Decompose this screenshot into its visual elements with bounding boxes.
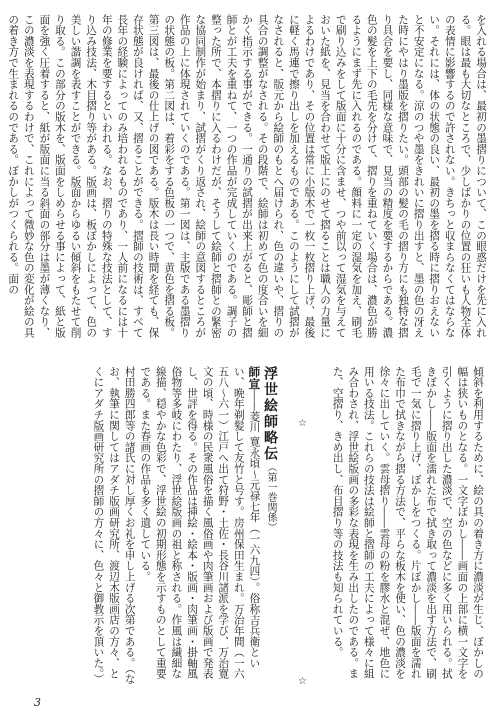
page-number: 3 bbox=[34, 696, 41, 709]
biography-title: 浮世絵師略伝 bbox=[262, 366, 278, 462]
artist-biography: ――菱川 寛永頃〜元禄七年（一六九四）。俗称吉兵衛といい、晩年剃髪して友竹と号す。房州保田生まれ。万治年間（一六五八〜六一）江戸へ出て狩野・土佐・長谷川諸派を学び、万治寛文の頃、時様の民衆風俗を描く風俗画や肉筆画および版画で発表し、世評を得る。その作品は挿絵・絵本・版画・肉筆画・掛軸風俗物等多岐にわたり、浮世絵版画の祖と称される。作風は繊細な線描、穏やかな色彩で、浮世絵の初期形態を示すものとして重要である。また春画の作品も多く遺している。 bbox=[139, 366, 261, 680]
separator-star-icon: ☆ bbox=[298, 676, 307, 687]
article-paragraph: を入れる場合は、最初の墨摺りについて、この眼惑だけを先に入れる。眼は最も大切なところで、少しばかりの位置の狂いも人物全体の表情に影響するので許されない。きちっと収まらなくてはならない。それには、体の状態の良い、最初の墨を摺る時に摺りおえないと不安定になる。涼のつや墨をきれいに摺り出すと、墨の色の冴えた時にやはり墨版を摺りたい。頭部の髪の毛の摺り方にも独特な摺り具合を要し、同様な意味で、見当の精度を要するからである。濃色の髪を上下の毛先を分けて、摺りを重ねていく場合は、濃色が勝るようにまず先に入れるのである。顔料に一定の湿気を加え、刷毛で刷り込みをして版面に十分に含ませ、つや前以って湿気を与えておいた紙を、見当を合わせて版上にのせて摺ることは職人の力量によるわけであり、その位置は常に小版木で一枚一枚摺り上げ、最後に軽く馬連で擦り出しを加えるものである。このようにして試摺がなされると、版元から絵師のもとへ届けられ、色の違いや、摺りの具合の調整がなされる。その段階で、絵師は初めて色の度合いを細かく指示する事ができる。一通りの試摺が出来上がると、彫師と摺師とが工夫を重ねて、一つの作品が完成していくのである。調子の整った所で、本摺りに入るわけだが、そうして絵師と摺師との緊密な協同制作が始まり、試摺がくり返され、絵師の意図するところが作品の上に体現されていくのである。第一図は、主版である墨摺りの状態の板。第二図は、着彩をする色板の一つで、黄色を摺る板。第三図は、最後の仕上げの図である。版木は長い時間を経ても、保存状態が良ければ、又、摺ることができる。摺師の技術は、すべて長年の経験によってのみ培われるものであり、一人前になるには十年の修業を要するといわれる。なお、摺りの特殊な技法として、すり込み技法、木目摺り等がある。版画は、板ぼかしによって、色の美しい諧調を表すことができる。版面からゆるい傾斜をもたせて削り取る。この部分の版木を、版面をしめらせる事によって、紙と版面を強く圧着すると、紙が版面に当る斜面の部分は墨が薄くなり、この濃淡を表現するわけで、これによって微妙な色の変化が絵の具の着き方で生まれるのである。ぼかしがつくられる。面の bbox=[7, 14, 487, 338]
biography-section bbox=[28, 366, 278, 688]
main-article-text bbox=[7, 14, 488, 344]
article-paragraph: 傾斜を利用するために、絵の具の着き方に濃淡が生じ、ぼかしの幅は狭いものとなる。一文字ぼかし――画面の上部に横一文字を引くように摺り出した濃淡で、空の色などに多く用いられる。拭きぼかし――版面を濡れた布で拭き取って濃淡を出す方法で、刷毛で一気に摺り上げ、ぼかしをつくる。片ぼかし――版面を濡れた布巾で拭きながら摺る方法で、平らな板木を使い、色の濃淡を徐々に出していく。雲母摺り――雲母の粉を膠水と混ぜ、地色に用いる技法。これらの技法は絵師と摺師の工夫によって様々に組み合わされ、浮世絵版画の多彩な表現を生み出したのである。また、空摺り、きめ出し、布目摺り等の技法も知られている。 bbox=[331, 366, 484, 680]
artist-name: 師宣 bbox=[247, 366, 262, 390]
separator-star-icon: ☆ bbox=[298, 418, 307, 429]
biography-subtitle: （第一巻関係） bbox=[265, 462, 276, 532]
article-continuation-text bbox=[325, 366, 485, 688]
acknowledgement-note: 村田勝四郎等の諸氏に対し厚くお礼を申し上げる次第である。（なお、執筆に関してはアダチ版画研究所、渡辺木版画店の方々、とくにアダチ版画研究所の摺師の方々に、色々と御教示を頂いた。） bbox=[92, 366, 136, 685]
